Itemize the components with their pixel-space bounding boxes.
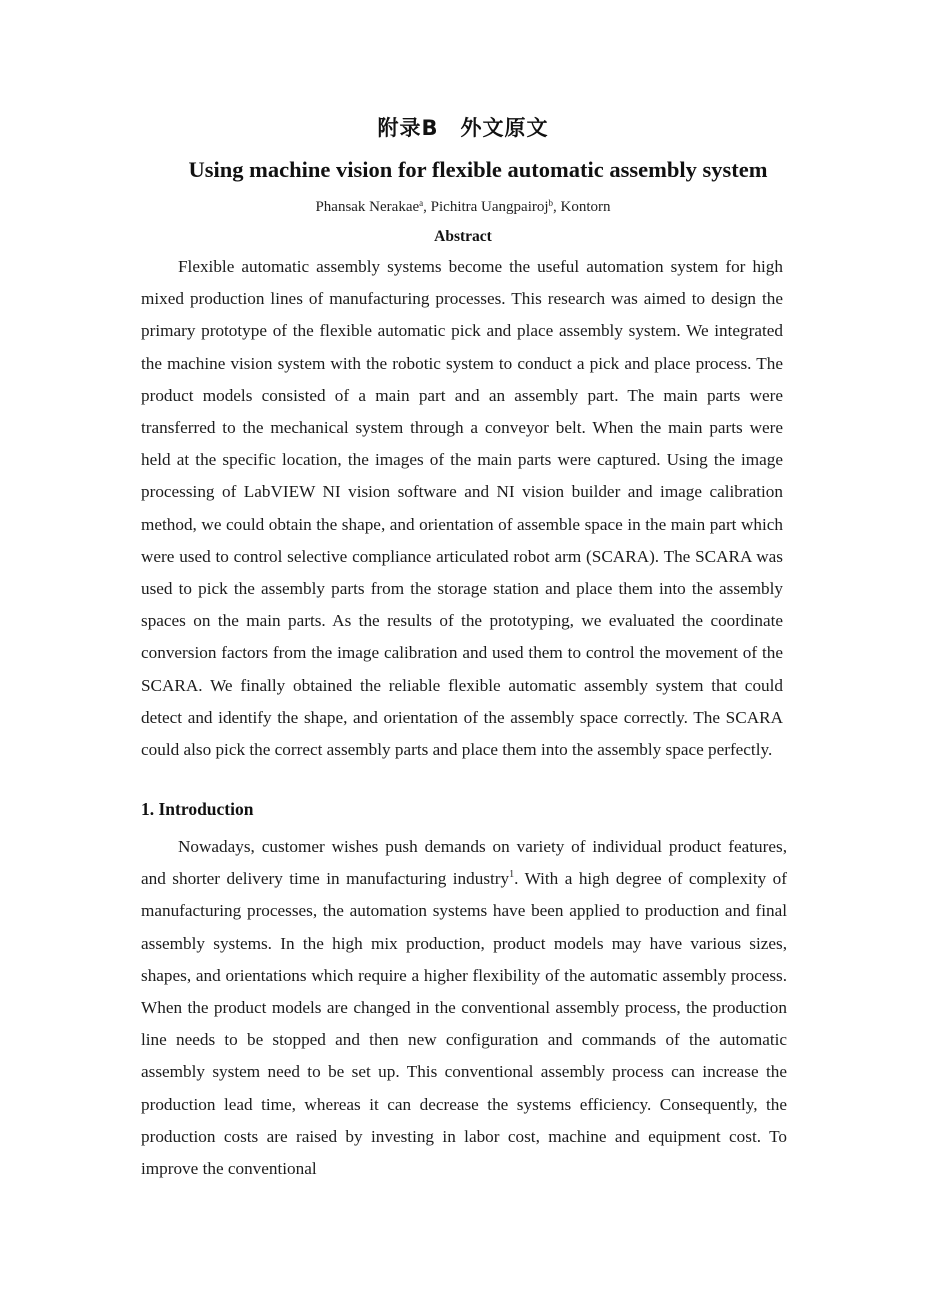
author-name: Pichitra Uangpairoj	[430, 199, 549, 215]
abstract-paragraph: Flexible automatic assembly systems become the useful automation system for high mixed production lines of manufacturing processes. This research was aimed to design the primary prototype of the flexible automatic pick and place assembly system. We integrated the machine vision system with the robotic system to conduct a pick and place process. The product models consisted of a main part and an assembly part. The main parts were transferred to the mechanical system through a conveyor belt. When the main parts were held at the specific location, the images of the main parts were captured. Using the image processing of LabVIEW NI vision software and NI vision builder and image calibration method, we could obtain the shape, and orientation of assemble space in the main part which were used to control selective compliance articulated robot arm (SCARA). The SCARA was used to pick the assembly parts from the storage station and place them into the assembly spaces on the main parts. As the results of the prototyping, we evaluated the coordinate conversion factors from the image calibration and used them to control the movement of the SCARA. We finally obtained the reliable flexible automatic assembly system that could detect and identify the shape, and orientation of the assembly space correctly. The SCARA could also pick the correct assembly parts and place them into the assembly space perfectly.	[141, 257, 783, 760]
introduction-text: . With a high degree of complexity of manufacturing processes, the automation systems have been applied to production and final assembly systems. In the high mix production, product models may have various sizes, shapes, and orientations which require a higher flexibility of the automatic assembly process. When the product models are changed in the conventional assembly process, the production line needs to be stopped and then new configuration and commands of the automatic assembly system need to be set up. This conventional assembly process can increase the production lead time, whereas it can decrease the systems efficiency. Consequently, the production costs are raised by investing in labor cost, machine and equipment cost. To improve the conventional	[141, 869, 787, 1179]
introduction-paragraph	[141, 831, 787, 1185]
introduction-text: Nowadays, customer wishes push demands on variety of individual product features, and shorter delivery time in manufacturing industry	[141, 837, 787, 889]
author-separator: ,	[423, 199, 431, 215]
reference-mark: 1	[509, 869, 515, 881]
abstract-body	[141, 251, 783, 766]
affiliation-mark: b	[548, 198, 554, 208]
affiliation-mark: a	[419, 198, 424, 208]
paper-title: Using machine vision for flexible automatic assembly system	[188, 157, 768, 182]
appendix-heading: 附录B 外文原文	[377, 116, 549, 140]
section-heading-introduction: 1. Introduction	[141, 799, 254, 819]
introduction-body	[141, 831, 787, 1185]
author-name: , Kontorn	[553, 199, 611, 215]
author-name: Phansak Nerakae	[315, 199, 420, 215]
author-line	[0, 199, 926, 216]
abstract-heading: Abstract	[434, 228, 492, 245]
